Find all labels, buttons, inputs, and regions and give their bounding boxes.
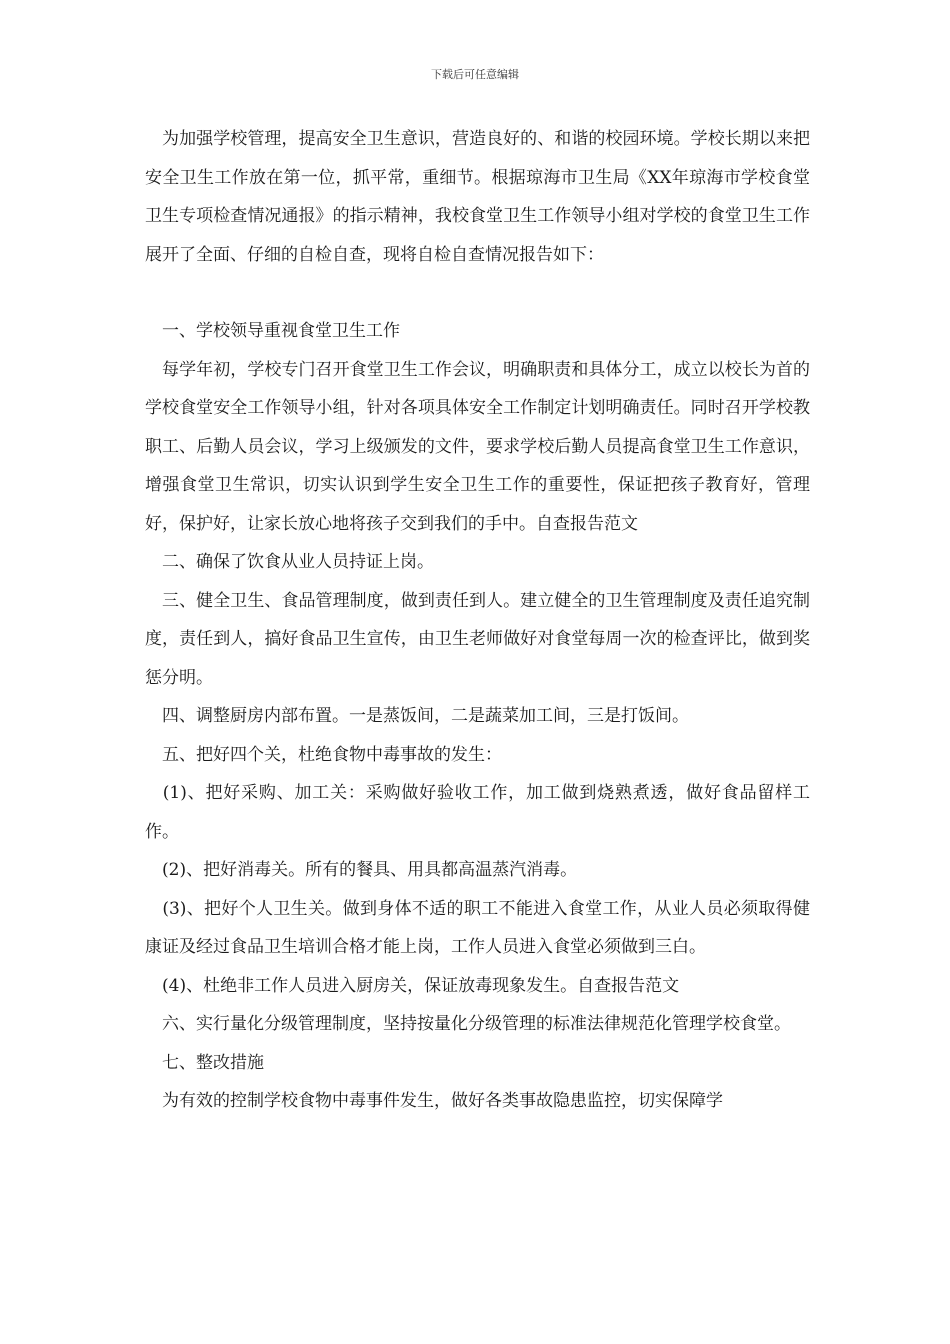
body-paragraph: 六、实行量化分级管理制度，坚持按量化分级管理的标准法律规范化管理学校食堂。	[145, 1014, 791, 1034]
body-paragraph: 每学年初，学校专门召开食堂卫生工作会议，明确职责和具体分工，成立以校长为首的学校食堂安全工作领导小组，针对各项具体安全工作制定计划明确责任。同时召开学校教职工、后勤人员会议，学习上级颁发的文件，要求学校后勤人员提高食堂卫生工作意识，增强食堂卫生常识，切实认识到学生安全卫生工作的重要性，保证把孩子教育好，管理好，保护好，让家长放心地将孩子交到我们的手中。自查报告范文	[145, 359, 810, 534]
list-item: (2)、把好消毒关。所有的餐具、用具都高温蒸汽消毒。	[145, 860, 578, 880]
list-item: (3)、把好个人卫生关。做到身体不适的职工不能进入食堂工作，从业人员必须取得健康证及经过食品卫生培训合格才能上岗，工作人员进入食堂必须做到三白。	[145, 898, 810, 957]
body-paragraph: 为有效的控制学校食物中毒事件发生，做好各类事故隐患监控，切实保障学	[145, 1091, 723, 1111]
intro-paragraph: 为加强学校管理，提高安全卫生意识，营造良好的、和谐的校园环境。学校长期以来把安全卫生工作放在第一位，抓平常，重细节。根据琼海市卫生局《XX年琼海市学校食堂卫生专项检查情况通报》的指示精神，我校食堂卫生工作领导小组对学校的食堂卫生工作展开了全面、仔细的自检自查，现将自检自查情况报告如下：	[145, 129, 810, 265]
section-heading: 二、确保了饮食从业人员持证上岗。	[145, 552, 434, 572]
document-body	[145, 120, 810, 1121]
section-heading: 一、学校领导重视食堂卫生工作	[145, 321, 400, 341]
section-heading: 五、把好四个关，杜绝食物中毒事故的发生：	[145, 744, 502, 765]
section-heading: 七、整改措施	[145, 1052, 264, 1073]
body-paragraph: 四、调整厨房内部布置。一是蒸饭间，二是蔬菜加工间，三是打饭间。	[145, 706, 689, 726]
body-paragraph: 三、健全卫生、食品管理制度，做到责任到人。建立健全的卫生管理制度及责任追究制度，责任到人，搞好食品卫生宣传，由卫生老师做好对食堂每周一次的检查评比，做到奖惩分明。	[145, 590, 810, 688]
list-item: (4)、杜绝非工作人员进入厨房关，保证放毒现象发生。自查报告范文	[145, 975, 680, 996]
paragraph-gap	[145, 274, 810, 312]
page-header: 下载后可任意编辑	[431, 68, 519, 81]
list-item: (1)、把好采购、加工关：采购做好验收工作，加工做到烧熟煮透，做好食品留样工作。	[145, 783, 810, 842]
